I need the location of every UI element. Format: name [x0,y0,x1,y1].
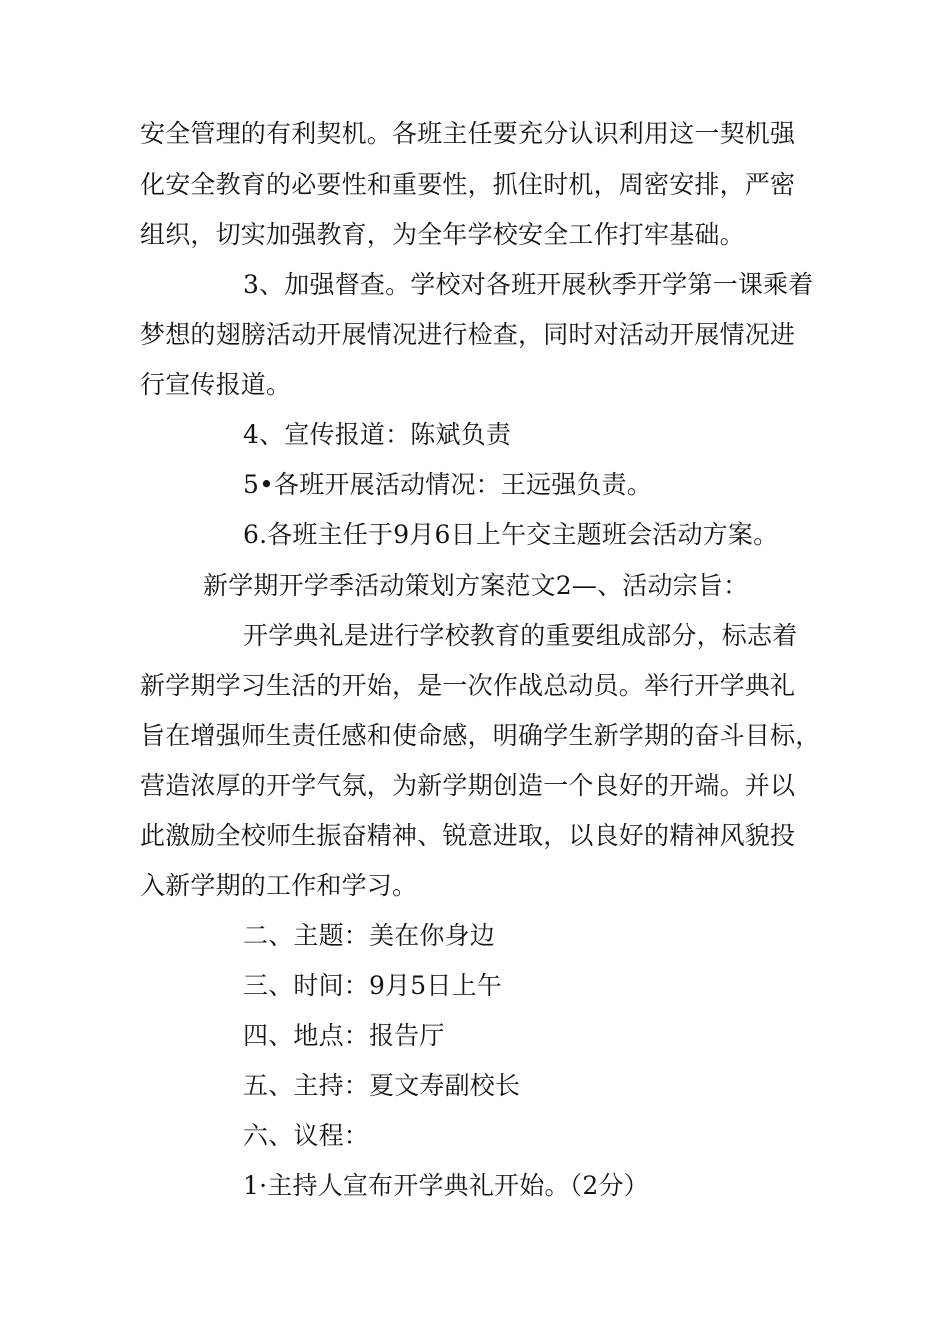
paragraph-line: 安全管理的有利契机。各班主任要充分认识利用这一契机强 [140,119,796,148]
paragraph-line: 4、宣传报道：陈斌负责 [243,420,512,449]
paragraph-line: 旨在增强师生责任感和使命感，明确学生新学期的奋斗目标， [140,721,821,750]
section-heading: 新学期开学季活动策划方案范文2—、活动宗旨： [203,571,749,600]
paragraph-line: 开学典礼是进行学校教育的重要组成部分，标志着 [243,621,798,650]
list-item: 二、主题：美在你身边 [243,921,496,950]
paragraph-line: 5•各班开展活动情况：王远强负责。 [243,470,653,499]
paragraph-line: 新学期学习生活的开始，是一次作战总动员。举行开学典礼 [140,671,796,700]
paragraph-line: 入新学期的工作和学习。 [140,871,418,900]
list-item: 1·主持人宣布开学典礼开始。（2分） [243,1171,649,1200]
paragraph-line: 此激励全校师生振奋精神、锐意进取，以良好的精神风貌投 [140,821,796,850]
list-item: 四、地点：报告厅 [243,1021,445,1050]
paragraph-line: 营造浓厚的开学气氛，为新学期创造一个良好的开端。并以 [140,771,796,800]
list-item: 三、时间：9月5日上午 [243,971,503,1000]
paragraph-line: 组织，切实加强教育，为全年学校安全工作打牢基础。 [140,220,745,249]
paragraph-line: 梦想的翅膀活动开展情况进行检查，同时对活动开展情况进 [140,320,796,349]
paragraph-line: 3、加强督查。学校对各班开展秋季开学第一课乘着 [243,270,814,299]
paragraph-line: 6.各班主任于9月6日上午交主题班会活动方案。 [243,520,779,549]
paragraph-line: 化安全教育的必要性和重要性，抓住时机，周密安排，严密 [140,170,796,199]
paragraph-line: 行宣传报道。 [140,370,292,399]
list-item: 六、议程： [243,1121,370,1150]
list-item: 五、主持：夏文寿副校长 [243,1071,521,1100]
